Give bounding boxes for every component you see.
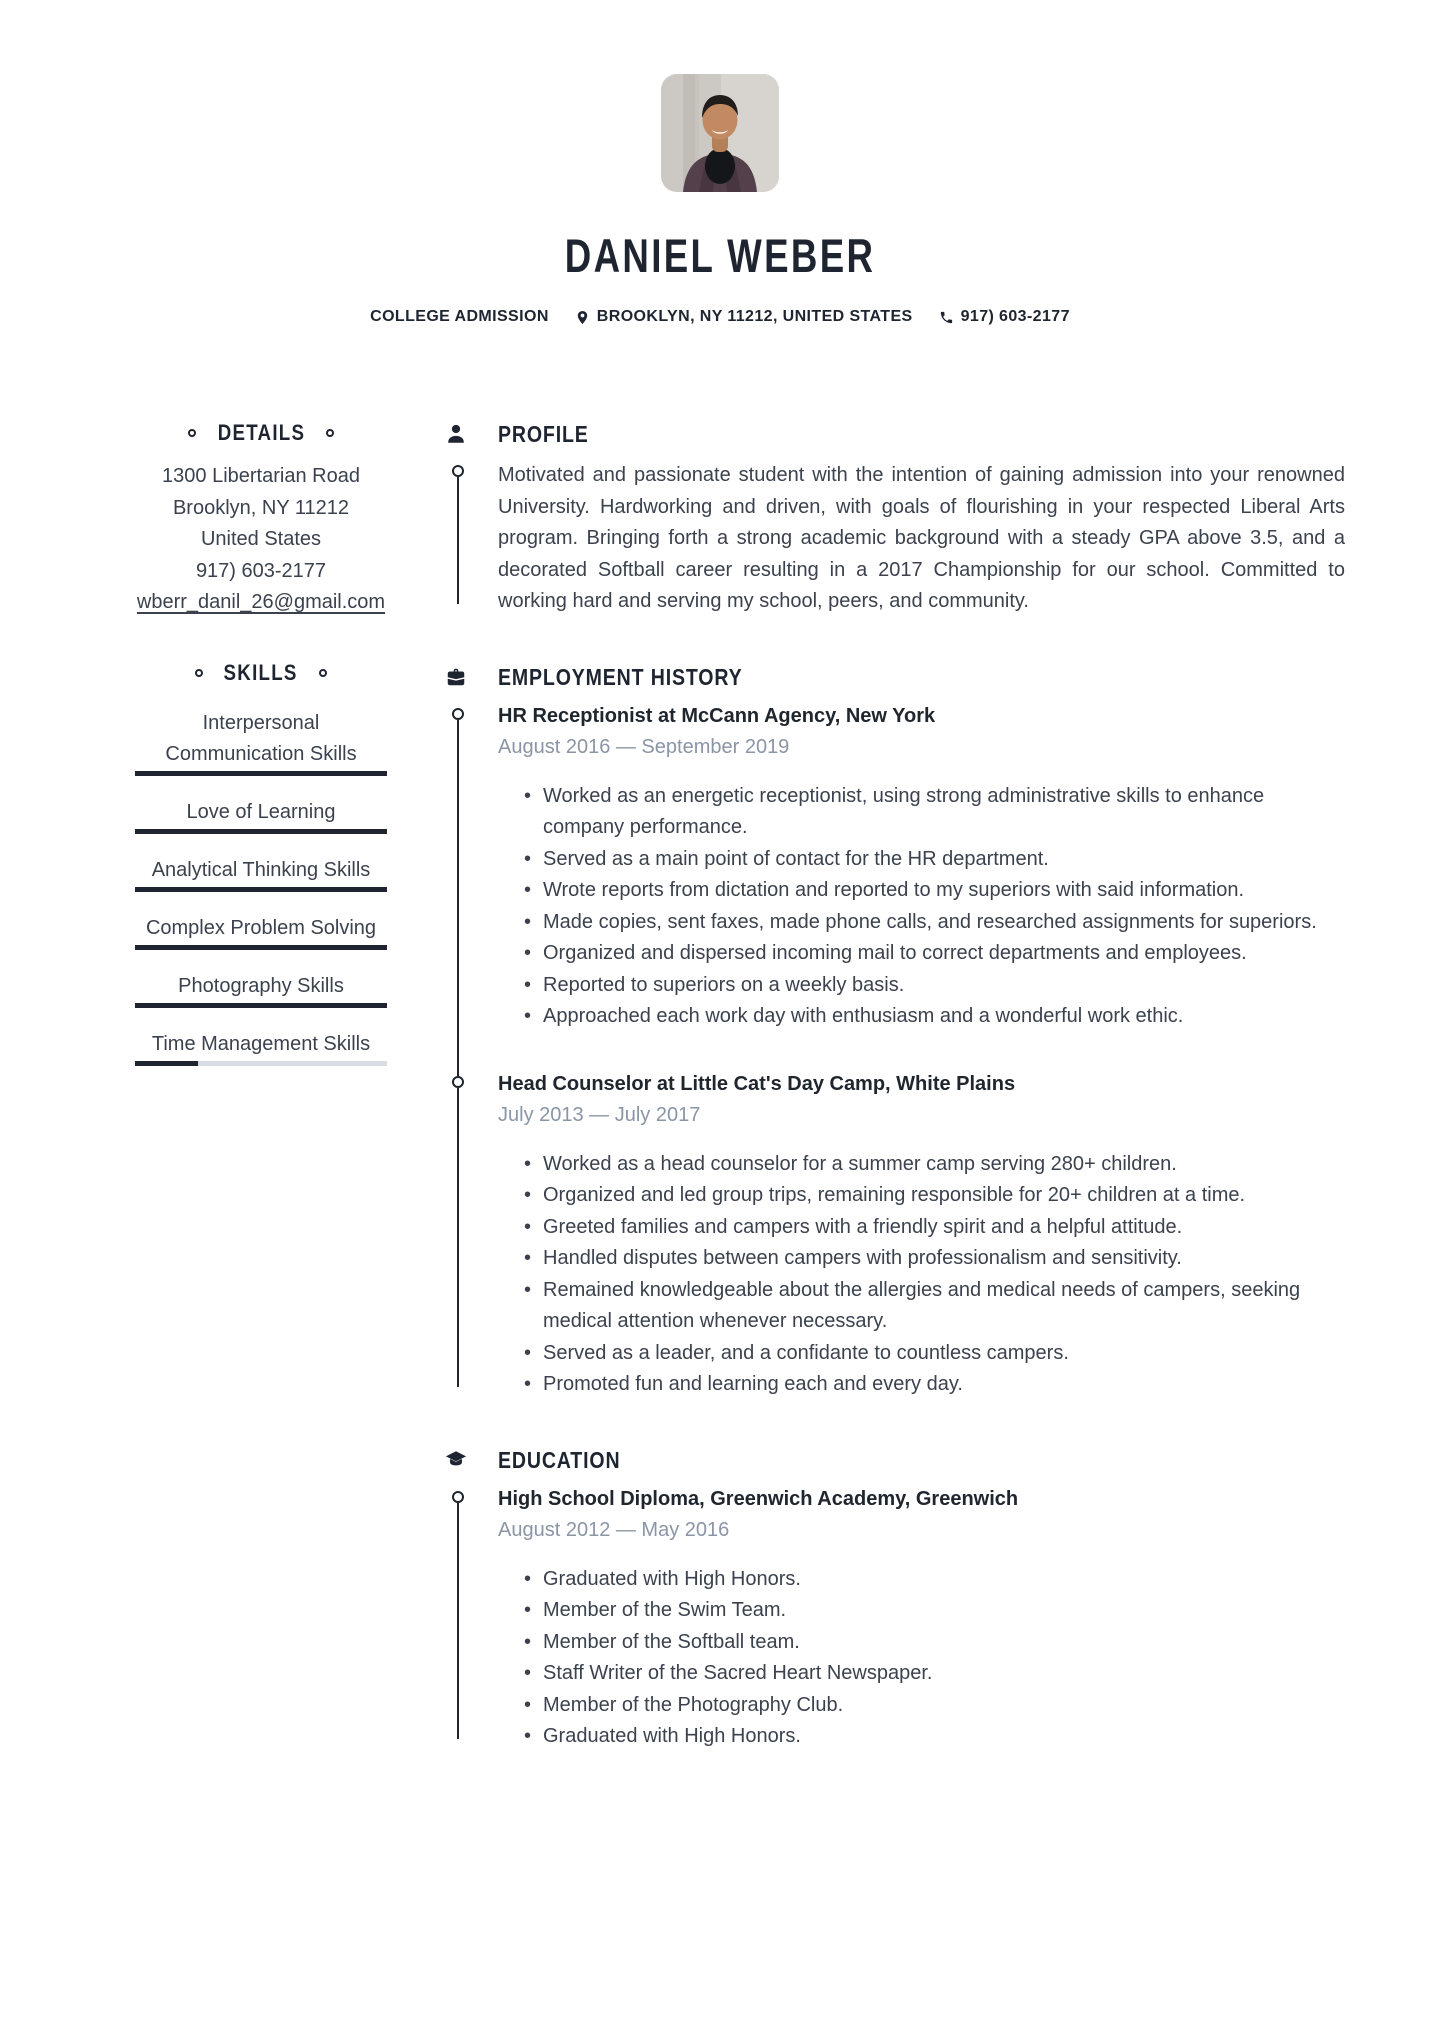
entry-bullet: • Made copies, sent faxes, made phone calls, and researched assignments for superiors. [498, 907, 1345, 939]
ring-icon [319, 669, 327, 677]
location-item [575, 306, 913, 328]
entry-bullet-list [498, 1564, 1345, 1753]
location-pin-icon [575, 309, 590, 326]
entry-bullet: • Organized and dispersed incoming mail to correct departments and employees. [498, 938, 1345, 970]
phone-icon [939, 310, 954, 325]
skill-item [135, 971, 387, 1008]
person-icon [445, 423, 467, 445]
profile-header: PROFILE [445, 420, 1345, 448]
entry-bullet: • Greeted families and campers with a friendly spirit and a helpful attitude. [498, 1212, 1345, 1244]
details-section [135, 420, 387, 619]
profile-photo-illustration [661, 74, 779, 192]
phone-text: 917) 603-2177 [960, 308, 1070, 325]
skills-section [135, 660, 387, 1066]
skill-level-fill [135, 1061, 198, 1066]
entry-bullet: • Worked as an energetic receptionist, using strong administrative skills to enhance company performance. [498, 781, 1345, 844]
employment-header: EMPLOYMENT HISTORY [445, 663, 1345, 691]
skill-level-fill [135, 945, 387, 950]
skill-level-bar [135, 771, 387, 776]
employment-entries [498, 703, 1345, 1401]
graduation-cap-icon [445, 1449, 467, 1471]
entry-bullet: • Graduated with High Honors. [498, 1564, 1345, 1596]
entry-dates: August 2016 — September 2019 [498, 735, 790, 758]
entry-bullet: • Approached each work day with enthusiasm and a wonderful work ethic. [498, 1001, 1345, 1033]
entry-bullet: • Remained knowledgeable about the allergies and medical needs of campers, seeking medical attention whenever necessary. [498, 1275, 1345, 1338]
entry-bullet-list [498, 781, 1345, 1033]
entry-bullet: • Staff Writer of the Sacred Heart Newspaper. [498, 1658, 1345, 1690]
entry-bullet: • Reported to superiors on a weekly basis. [498, 970, 1345, 1002]
skill-item [135, 913, 387, 950]
entry-bullet: • Member of the Photography Club. [498, 1690, 1345, 1722]
candidate-name: DANIEL WEBER [564, 229, 876, 282]
entry-bullet: • Served as a leader, and a confidante to countless campers. [498, 1338, 1345, 1370]
education-header: EDUCATION [445, 1446, 1345, 1474]
detail-line: 917) 603-2177 [195, 559, 327, 582]
profile-section [445, 420, 1345, 618]
briefcase-icon [445, 666, 467, 688]
skill-item [135, 1029, 387, 1066]
entry-bullet: • Worked as a head counselor for a summer camp serving 280+ children. [498, 1149, 1345, 1181]
skill-item [135, 797, 387, 834]
main-column [445, 420, 1345, 1753]
employment-section [445, 663, 1345, 1401]
skill-label: Analytical Thinking Skills [151, 858, 371, 881]
detail-line: 1300 Libertarian Road [162, 465, 360, 487]
skill-label: Complex Problem Solving [145, 916, 377, 939]
entry-bullet: • Wrote reports from dictation and reported to my superiors with said information. [498, 875, 1345, 907]
skills-list [135, 708, 387, 1066]
details-lines [135, 461, 387, 587]
entry-bullet: • Promoted fun and learning each and every day. [498, 1369, 1345, 1401]
profile-text: Motivated and passionate student with the intention of gaining admission into your renowned University. Hardworking and driven, with goals of flourishing in your respected Liberal Arts program. Bringing forth a strong academic background with a steady GPA above 3.5, and a decorated Softball career resulting in a 2017 Championship for our school. Committed to working hard and serving my school, peers, and community. [498, 464, 1345, 612]
entry-dates: August 2012 — May 2016 [498, 1518, 730, 1541]
skill-level-bar [135, 945, 387, 950]
location-text: BROOKLYN, NY 11212, UNITED STATES [596, 308, 913, 325]
timeline-entry [498, 1071, 1345, 1401]
skill-level-fill [135, 771, 387, 776]
entry-dates: July 2013 — July 2017 [498, 1103, 701, 1126]
profile-photo [661, 74, 779, 192]
skill-level-bar [135, 829, 387, 834]
email-link[interactable]: wberr_danil_26@gmail.com [136, 591, 386, 613]
skill-level-fill [135, 887, 387, 892]
skill-level-fill [135, 829, 387, 834]
skill-label: Photography Skills [178, 974, 344, 997]
entry-title: Head Counselor at Little Cat's Day Camp, White Plains [498, 1072, 1016, 1095]
profile-body [498, 460, 1345, 618]
skill-item [135, 708, 387, 776]
sidebar [95, 420, 387, 1087]
entry-title: High School Diploma, Greenwich Academy, Greenwich [498, 1487, 1019, 1510]
timeline-entry [498, 703, 1345, 1033]
ring-icon [188, 429, 196, 437]
skill-level-bar [135, 1061, 387, 1066]
skill-label: Time Management Skills [151, 1032, 371, 1055]
resume-header [0, 0, 1440, 328]
education-entries [498, 1486, 1345, 1753]
entry-bullet: • Handled disputes between campers with professionalism and sensitivity. [498, 1243, 1345, 1275]
skill-label: Interpersonal Communication Skills [165, 711, 357, 765]
details-heading: DETAILS [135, 420, 387, 446]
entry-title: HR Receptionist at McCann Agency, New York [498, 704, 936, 727]
contact-row [0, 306, 1440, 328]
skill-item [135, 855, 387, 892]
skill-level-bar [135, 887, 387, 892]
entry-bullet: • Member of the Softball team. [498, 1627, 1345, 1659]
detail-line: Brooklyn, NY 11212 [172, 496, 350, 519]
target-role: COLLEGE ADMISSION [370, 308, 549, 325]
phone-item [939, 306, 1070, 328]
education-section [445, 1446, 1345, 1753]
entry-bullet: • Organized and led group trips, remaining responsible for 20+ children at a time. [498, 1180, 1345, 1212]
ring-icon [326, 429, 334, 437]
skills-heading: SKILLS [135, 660, 387, 686]
entry-bullet: • Served as a main point of contact for the HR department. [498, 844, 1345, 876]
entry-bullet-list [498, 1149, 1345, 1401]
timeline-entry [498, 1486, 1345, 1753]
skill-level-fill [135, 1003, 387, 1008]
profile-entry [498, 460, 1345, 618]
skill-level-bar [135, 1003, 387, 1008]
detail-line: United States [200, 528, 322, 550]
entry-bullet: • Graduated with High Honors. [498, 1721, 1345, 1753]
content-columns [0, 420, 1440, 1753]
skill-label: Love of Learning [186, 800, 336, 823]
ring-icon [195, 669, 203, 677]
entry-bullet: • Member of the Swim Team. [498, 1595, 1345, 1627]
